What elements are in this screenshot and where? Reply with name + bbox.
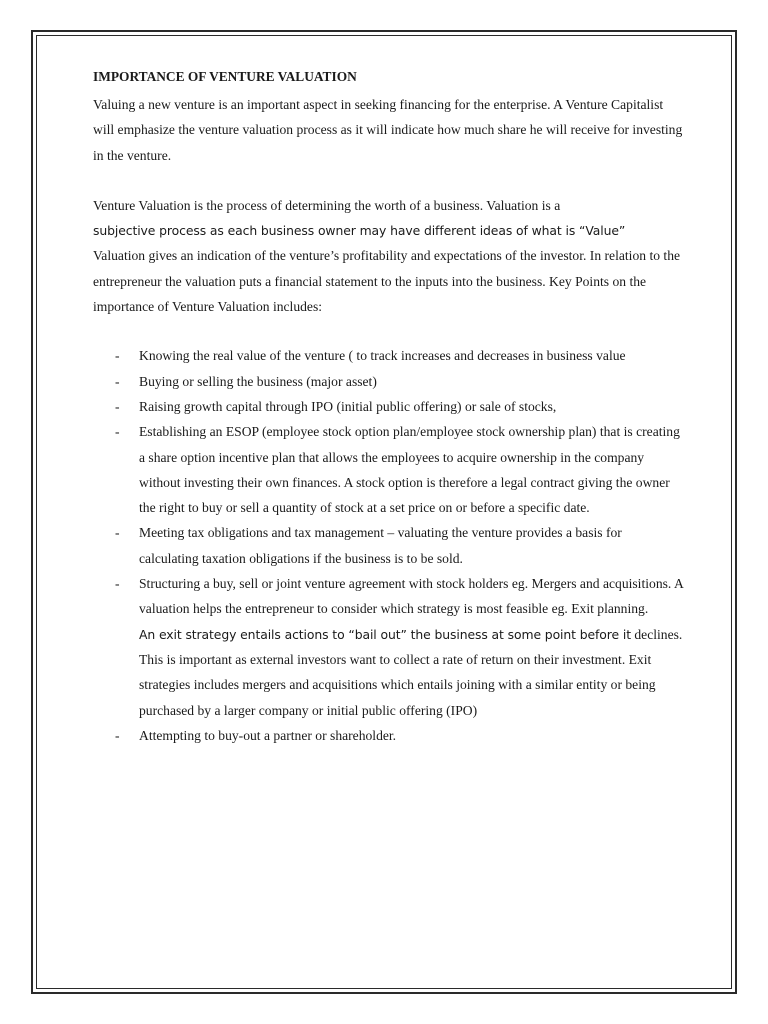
list-item: [93, 723, 683, 748]
list-item: [93, 343, 683, 368]
list-item-text: Buying or selling the business (major asset): [139, 373, 377, 389]
bullet-dash: -: [115, 398, 120, 414]
intro-paragraph: Valuing a new venture is an important aspect in seeking financing for the enterprise. A Venture Capitalist will emphasize the venture valuation process as it will indicate how much share he will receive for investing in the venture.: [93, 97, 683, 163]
definition-text-3: Valuation gives an indication of the venture’s profitability and expectations of the investor. In relation to the entrepreneur the valuation puts a financial statement to the inputs into the business. Key Points on the importance of Venture Valuation includes:: [93, 248, 681, 315]
bullet-dash: -: [115, 348, 120, 364]
list-item: [93, 520, 683, 571]
list-item: [93, 394, 683, 419]
list-item-text: Knowing the real value of the venture ( to track increases and decreases in business value: [139, 348, 626, 364]
bullet-dash: -: [115, 727, 120, 743]
list-item-text: Structuring a buy, sell or joint venture agreement with stock holders eg. Mergers and acquisitions. A valuation helps the entrepreneur to consider which strategy is most feasible eg. Exit planning.: [139, 576, 684, 617]
document-body: [93, 66, 683, 748]
list-item-text: Meeting tax obligations and tax management – valuating the venture provides a basis for calculating taxation obligations if the business is to be sold.: [139, 525, 622, 566]
exit-strategy-text: [139, 622, 683, 723]
definition-text-1: Venture Valuation is the process of determining the worth of a business. Valuation is a: [93, 197, 561, 213]
key-points-list: [93, 343, 683, 748]
exit-strategy-text-1: An exit strategy entails actions to “bail out” the business at some point before it: [139, 626, 631, 642]
definition-text-2: subjective process as each business owner may have different ideas of what is “Value”: [93, 223, 626, 239]
exit-strategy-text-2: declines. This is important as external investors want to collect a rate of return on their investment. Exit strategies includes mergers and acquisitions which entails joining with a similar entity or being purchased by a larger company or initial public offering (IPO): [139, 626, 683, 718]
list-item: [93, 369, 683, 394]
document-title: IMPORTANCE OF VENTURE VALUATION: [93, 69, 357, 84]
list-item-text: Establishing an ESOP (employee stock option plan/employee stock ownership plan) that is creating a share option incentive plan that allows the employees to acquire ownership in the company without investing their own finances. A stock option is therefore a legal contract giving the owner the right to buy or sell a quantity of stock at a set price on or before a specific date.: [139, 424, 680, 516]
list-item-text: Attempting to buy-out a partner or shareholder.: [139, 727, 397, 743]
definition-paragraph: [93, 193, 683, 319]
list-item: [93, 571, 683, 723]
bullet-dash: -: [115, 525, 120, 541]
bullet-dash: -: [115, 373, 120, 389]
bullet-dash: -: [115, 424, 120, 440]
list-item-text: Raising growth capital through IPO (initial public offering) or sale of stocks,: [139, 398, 557, 414]
bullet-dash: -: [115, 576, 120, 592]
list-item: [93, 419, 683, 520]
